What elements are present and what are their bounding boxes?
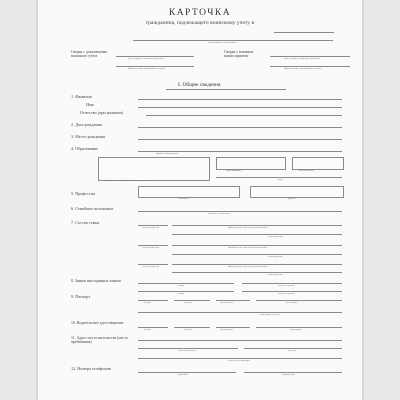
family-row1-fio[interactable]: [172, 225, 342, 226]
caption-lic-category: (категория): [290, 329, 302, 331]
family-row2-birth[interactable]: [172, 254, 342, 255]
field-marital-line[interactable]: [138, 211, 342, 212]
caption-language-2: (язык): [178, 293, 185, 295]
education-org-box-1[interactable]: [98, 157, 210, 181]
section-underline: [166, 89, 286, 90]
caption-birth-year-3: (год рождения): [268, 274, 283, 276]
caption-lic-date: (дата выдачи): [220, 329, 234, 331]
verification-right-caption-2: (фамилия лица, проводившего сверку): [284, 68, 322, 70]
caption-fio-1: (фамилия, имя, отчество (при наличии)): [228, 227, 268, 229]
field-patronymic-label: Отчество (при наличии): [80, 110, 124, 115]
caption-degree-1: (степень знания): [278, 285, 295, 287]
license-number[interactable]: [174, 327, 210, 328]
caption-edu-code: (код): [278, 179, 283, 181]
verification-left-caption-2: (фамилия лица, проводившего сверку): [128, 68, 166, 70]
field-passport-label: 9. Паспорт: [71, 294, 91, 299]
caption-birth-year-2: (год рождения): [268, 256, 283, 258]
profession-other-box[interactable]: [250, 186, 344, 198]
license-series[interactable]: [138, 327, 168, 328]
education-specialty-box[interactable]: [292, 157, 344, 170]
caption-birth-year-1: (год рождения): [268, 236, 283, 238]
family-row2-relation[interactable]: [138, 245, 168, 246]
field-education-line[interactable]: [138, 151, 342, 152]
family-row3-fio[interactable]: [172, 264, 342, 265]
caption-prof-main: (основная): [178, 198, 189, 200]
document-subtitle: гражданина, подлежащего воинскому учету в: [145, 20, 255, 26]
verification-right-label: Сверка с военным комиссариатом: [224, 50, 254, 59]
family-row3-relation[interactable]: [138, 264, 168, 265]
verification-right-line-2[interactable]: [270, 66, 350, 67]
field-birthplace-line[interactable]: [138, 139, 342, 140]
caption-dept-code: (код подразделения): [260, 314, 280, 316]
caption-address-region: (регион): [288, 350, 297, 352]
license-issue-date[interactable]: [216, 327, 250, 328]
language-row2-lang[interactable]: [138, 291, 234, 292]
caption-language-1: (язык): [178, 285, 185, 287]
document-page: [38, 0, 362, 400]
subtitle-fill-line[interactable]: [274, 32, 334, 33]
field-name-line[interactable]: [138, 107, 342, 108]
caption-fio-3: (фамилия, имя, отчество (при наличии)): [228, 266, 268, 268]
field-birthdate-label: 2. Дата рождения: [71, 122, 102, 127]
caption-issue-date: (дата выдачи): [220, 302, 234, 304]
passport-dept-code[interactable]: [138, 312, 342, 313]
field-languages-label: 8. Знание иностранных языков: [71, 279, 121, 283]
caption-specialty: (специальность): [298, 170, 314, 172]
field-surname-label: 1. Фамилия: [71, 94, 92, 99]
field-marital-label: 6. Семейное положение: [71, 206, 114, 211]
passport-issued-by[interactable]: [256, 300, 342, 301]
passport-number[interactable]: [174, 300, 210, 301]
family-row1-birth[interactable]: [172, 234, 342, 235]
caption-fio-2: (фамилия, имя, отчество (при наличии)): [228, 247, 268, 249]
family-row1-relation[interactable]: [138, 225, 168, 226]
caption-address-index: (почтовый индекс): [178, 350, 197, 352]
verification-left-line-1[interactable]: [116, 56, 194, 57]
field-name-label: Имя: [86, 102, 94, 107]
caption-edu-org: (наименование образовательной организации): [104, 180, 150, 182]
license-category[interactable]: [256, 327, 342, 328]
caption-relation-3: (степень родства): [142, 266, 160, 268]
org-caption: (наименование организации): [208, 42, 237, 44]
phone-work[interactable]: [138, 372, 236, 373]
verification-left-label: Сверка с документами воинского учета: [71, 50, 108, 59]
address-index[interactable]: [138, 348, 238, 349]
language-row1-lang[interactable]: [138, 283, 234, 284]
language-row1-degree[interactable]: [242, 283, 342, 284]
caption-phone-work: (рабочий): [178, 374, 188, 376]
field-surname-line[interactable]: [138, 99, 342, 100]
caption-issued-by: (кем выдан): [286, 302, 298, 304]
family-row3-birth[interactable]: [172, 272, 342, 273]
address-line-1[interactable]: [138, 340, 342, 341]
org-name-line[interactable]: [133, 40, 333, 41]
field-education-label: 4. Образование: [71, 146, 99, 151]
caption-qualification: (квалификация): [226, 170, 242, 172]
field-family-label: 7. Состав семьи: [71, 220, 100, 225]
caption-number: (номер): [184, 302, 192, 304]
language-row2-degree[interactable]: [242, 291, 342, 292]
field-birthdate-line[interactable]: [138, 127, 342, 128]
field-birthplace-label: 3. Место рождения: [71, 134, 105, 139]
caption-prof-other: (другие): [288, 198, 297, 200]
verification-right-caption-1: (дата, подпись, инициалы, фамилия): [284, 58, 320, 60]
caption-phone-mobile: (мобильный): [282, 374, 295, 376]
family-row2-fio[interactable]: [172, 245, 342, 246]
caption-lic-number: (номер): [184, 329, 192, 331]
caption-relation-2: (степень родства): [142, 247, 160, 249]
section-title: I. Общие сведения: [178, 82, 221, 88]
passport-series[interactable]: [138, 300, 168, 301]
address-street[interactable]: [138, 358, 342, 359]
verification-left-line-2[interactable]: [116, 66, 194, 67]
field-license-label: 10. Водительское удостоверение: [71, 321, 124, 325]
caption-address-street: (улица, дом, квартира): [228, 360, 250, 362]
verification-left-caption-1: (дата, подпись, инициалы, фамилия): [128, 58, 164, 60]
field-phones-label: 12. Номера телефонов: [71, 366, 111, 371]
caption-series: (серия): [144, 302, 152, 304]
caption-family-status: (семейное положение): [208, 213, 230, 215]
verification-right-line-1[interactable]: [270, 56, 350, 57]
field-profession-label: 5. Профессия: [71, 191, 95, 196]
field-patronymic-line[interactable]: [146, 115, 342, 116]
caption-lic-series: (серия): [144, 329, 152, 331]
document-title: КАРТОЧКА: [168, 8, 232, 18]
address-region[interactable]: [244, 348, 342, 349]
education-qualification-box[interactable]: [216, 157, 286, 170]
phone-mobile[interactable]: [244, 372, 342, 373]
profession-main-box[interactable]: [138, 186, 240, 198]
education-code-line[interactable]: [216, 177, 342, 178]
caption-degree-2: (степень знания): [278, 293, 295, 295]
field-address-label: 11. Адрес места жительства (места пребывания): [71, 336, 128, 345]
caption-edu-level: (уровень образования): [156, 153, 179, 155]
passport-issue-date[interactable]: [216, 300, 250, 301]
caption-relation-1: (степень родства): [142, 227, 160, 229]
